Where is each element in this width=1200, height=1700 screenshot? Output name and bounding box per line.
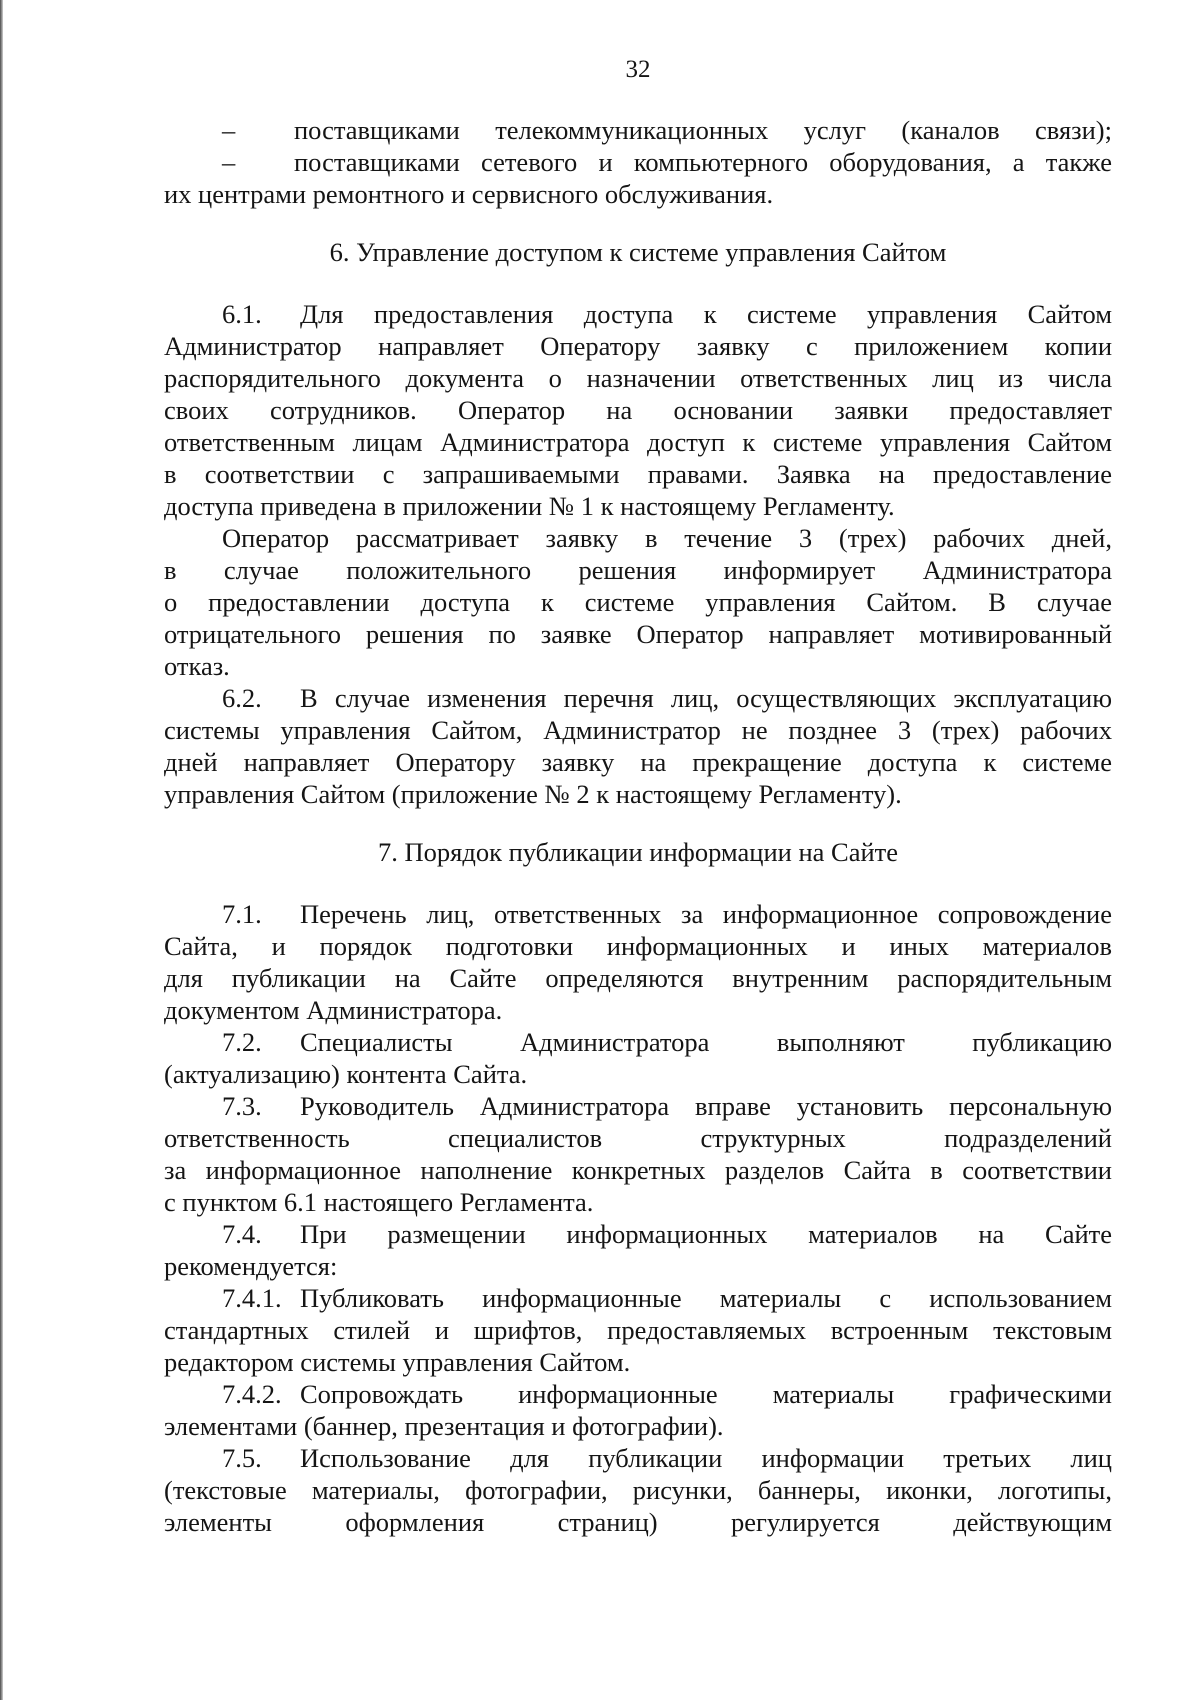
scan-edge bbox=[0, 0, 3, 1700]
paragraph-line: 7.3. Руководитель Администратора вправе установить персональную bbox=[222, 1091, 1112, 1121]
paragraph-line: элементами (баннер, презентация и фотографии). bbox=[164, 1411, 724, 1441]
paragraph-line: с пунктом 6.1 настоящего Регламента. bbox=[164, 1187, 594, 1217]
clause-number: 7.5. bbox=[222, 1443, 262, 1473]
paragraph-line: стандартных стилей и шрифтов, предоставляемых встроенным текстовым bbox=[164, 1315, 1112, 1345]
paragraph-line: документом Администратора. bbox=[164, 995, 503, 1025]
clause-number: 7.4.2. bbox=[222, 1379, 282, 1409]
paragraph-line: для публикации на Сайте определяются внутренним распорядительным bbox=[164, 963, 1112, 993]
clause-number: 6.2. bbox=[222, 683, 262, 713]
clause-number: 7.1. bbox=[222, 899, 262, 929]
paragraph-line: рекомендуется: bbox=[164, 1251, 338, 1281]
paragraph-line: 7.4. При размещении информационных материалов на Сайте bbox=[222, 1219, 1112, 1249]
section-heading: 6. Управление доступом к системе управления Сайтом bbox=[329, 237, 947, 267]
paragraph-line: ответственность специалистов структурных подразделений bbox=[164, 1123, 1112, 1153]
clause-number: 7.2. bbox=[222, 1027, 262, 1057]
list-item: – поставщиками сетевого и компьютерного оборудования, а также bbox=[222, 147, 1112, 177]
paragraph-line: Администратор направляет Оператору заявку с приложением копии bbox=[164, 331, 1112, 361]
paragraph-line: 6.1. Для предоставления доступа к системе управления Сайтом bbox=[222, 299, 1112, 329]
paragraph-line: 7.4.2. Сопровождать информационные материалы графическими bbox=[222, 1379, 1112, 1409]
list-item-continuation: их центрами ремонтного и сервисного обслуживания. bbox=[164, 179, 774, 209]
paragraph-line: 7.2. Специалисты Администратора выполняют публикацию bbox=[222, 1027, 1112, 1057]
paragraph-line: 7.4.1. Публиковать информационные материалы с использованием bbox=[222, 1283, 1112, 1313]
section-heading: 7. Порядок публикации информации на Сайте bbox=[378, 837, 898, 867]
paragraph-line: 6.2. В случае изменения перечня лиц, осуществляющих эксплуатацию bbox=[222, 683, 1112, 713]
clause-number: 7.3. bbox=[222, 1091, 262, 1121]
paragraph-line: ответственным лицам Администратора доступ к системе управления Сайтом bbox=[164, 427, 1112, 457]
page-number: 32 bbox=[625, 56, 651, 83]
dash: – bbox=[222, 115, 236, 145]
paragraph-line: Сайта, и порядок подготовки информационных и иных материалов bbox=[164, 931, 1112, 961]
paragraph-line: системы управления Сайтом, Администратор не позднее 3 (трех) рабочих bbox=[164, 715, 1112, 745]
paragraph-line: (актуализацию) контента Сайта. bbox=[164, 1059, 528, 1089]
paragraph-line: о предоставлении доступа к системе управления Сайтом. В случае bbox=[164, 587, 1112, 617]
paragraph-line: редактором системы управления Сайтом. bbox=[164, 1347, 631, 1377]
clause-number: 7.4.1. bbox=[222, 1283, 282, 1313]
paragraph-line: за информационное наполнение конкретных разделов Сайта в соответствии bbox=[164, 1155, 1112, 1185]
paragraph-line: элементы оформления страниц) регулируется действующим bbox=[164, 1507, 1112, 1537]
paragraph-line: распорядительного документа о назначении ответственных лиц из числа bbox=[164, 363, 1112, 393]
paragraph-line: в соответствии с запрашиваемыми правами. Заявка на предоставление bbox=[164, 459, 1112, 489]
paragraph-line: 7.1. Перечень лиц, ответственных за информационное сопровождение bbox=[222, 899, 1112, 929]
paragraph-line: управления Сайтом (приложение № 2 к настоящему Регламенту). bbox=[164, 779, 902, 809]
paragraph-line: в случае положительного решения информирует Администратора bbox=[164, 555, 1112, 585]
paragraph-line: Оператор рассматривает заявку в течение 3 (трех) рабочих дней, bbox=[222, 523, 1112, 553]
dash: – bbox=[222, 147, 236, 177]
list-item: – поставщиками телекоммуникационных услуг (каналов связи); bbox=[222, 115, 1112, 145]
paragraph-line: 7.5. Использование для публикации информации третьих лиц bbox=[222, 1443, 1112, 1473]
paragraph-line: отрицательного решения по заявке Оператор направляет мотивированный bbox=[164, 619, 1112, 649]
paragraph-line: (текстовые материалы, фотографии, рисунки, баннеры, иконки, логотипы, bbox=[164, 1475, 1112, 1505]
paragraph-line: доступа приведена в приложении № 1 к настоящему Регламенту. bbox=[164, 491, 895, 521]
clause-number: 6.1. bbox=[222, 299, 262, 329]
clause-number: 7.4. bbox=[222, 1219, 262, 1249]
paragraph-line: отказ. bbox=[164, 651, 230, 681]
paragraph-line: дней направляет Оператору заявку на прекращение доступа к системе bbox=[164, 747, 1112, 777]
paragraph-line: своих сотрудников. Оператор на основании заявки предоставляет bbox=[164, 395, 1112, 425]
document-page bbox=[164, 0, 1112, 1700]
